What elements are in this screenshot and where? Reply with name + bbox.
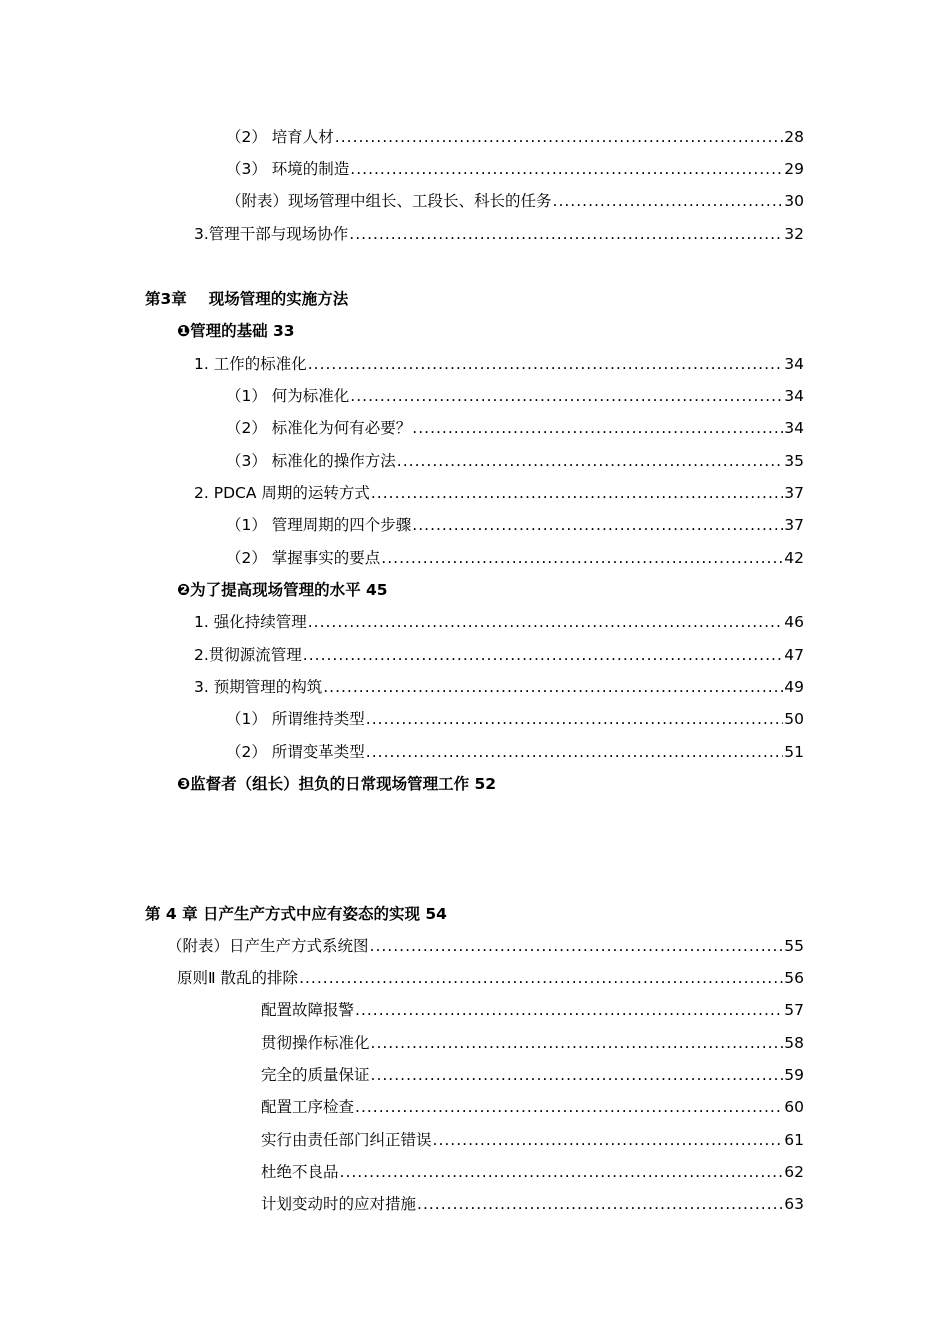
toc-entry[interactable] xyxy=(194,676,804,698)
toc-leader-dots xyxy=(553,190,784,212)
toc-entry-label: （2） 标准化为何有必要？ xyxy=(226,419,412,437)
toc-entry-label: 完全的质量保证 xyxy=(261,1066,370,1084)
toc-entry-label: 2.贯彻源流管理 xyxy=(194,646,302,664)
toc-entry[interactable] xyxy=(261,1032,804,1054)
toc-entry-label: 杜绝不良品 xyxy=(261,1163,339,1181)
toc-entry-page: 63 xyxy=(784,1195,804,1213)
toc-leader-dots xyxy=(299,967,783,989)
toc-entry[interactable] xyxy=(226,741,804,763)
toc-entry[interactable] xyxy=(226,190,804,212)
toc-entry-page: 47 xyxy=(784,646,804,664)
toc-leader-dots xyxy=(417,1193,783,1215)
toc-entry-page: 57 xyxy=(784,1001,804,1019)
chapter-heading xyxy=(145,288,348,310)
toc-entry-label: （附表）现场管理中组长、工段长、科长的任务 xyxy=(226,192,552,210)
toc-entry-page: 50 xyxy=(784,710,804,728)
toc-entry-label: 2. PDCA 周期的运转方式 xyxy=(194,484,370,502)
toc-entry-page: 34 xyxy=(784,387,804,405)
section-heading[interactable]: ❸监督者（组长）担负的日常现场管理工作 52 xyxy=(177,775,497,793)
toc-leader-dots xyxy=(371,1032,784,1054)
toc-entry[interactable] xyxy=(261,1129,804,1151)
section-heading[interactable]: ❷为了提高现场管理的水平 45 xyxy=(177,581,388,599)
toc-entry[interactable] xyxy=(194,611,804,633)
toc-entry-page: 32 xyxy=(784,225,804,243)
toc-entry-label: 1. 工作的标准化 xyxy=(194,355,307,373)
toc-entry[interactable] xyxy=(194,482,804,504)
toc-leader-dots xyxy=(366,741,783,763)
toc-leader-dots xyxy=(323,676,783,698)
toc-leader-dots xyxy=(308,611,784,633)
toc-entry-label: 1. 强化持续管理 xyxy=(194,613,307,631)
toc-entry-label: （3） 标准化的操作方法 xyxy=(226,452,396,470)
toc-entry[interactable] xyxy=(226,417,804,439)
toc-entry-label: 配置工序检查 xyxy=(261,1098,355,1116)
toc-entry-label: 配置故障报警 xyxy=(261,1001,355,1019)
toc-leader-dots xyxy=(366,708,783,730)
toc-entry-label: 计划变动时的应对措施 xyxy=(261,1195,417,1213)
toc-entry-label: 3. 预期管理的构筑 xyxy=(194,678,323,696)
chapter-heading[interactable]: 第 4 章 日产生产方式中应有姿态的实现 54 xyxy=(145,905,447,923)
toc-entry-label: 实行由责任部门纠正错误 xyxy=(261,1131,432,1149)
toc-leader-dots xyxy=(370,935,784,957)
toc-entry-label: （2） 所谓变革类型 xyxy=(226,743,365,761)
toc-entry-page: 58 xyxy=(784,1034,804,1052)
toc-entry-label: 3.管理干部与现场协作 xyxy=(194,225,349,243)
toc-entry[interactable] xyxy=(261,1193,804,1215)
toc-entry-page: 28 xyxy=(784,128,804,146)
toc-leader-dots xyxy=(350,158,783,180)
toc-entry[interactable] xyxy=(261,1161,804,1183)
toc-leader-dots xyxy=(412,417,783,439)
toc-entry[interactable] xyxy=(226,547,804,569)
toc-entry-page: 34 xyxy=(784,355,804,373)
toc-entry-page: 29 xyxy=(784,160,804,178)
toc-entry-label: （附表）日产生产方式系统图 xyxy=(167,937,369,955)
toc-entry[interactable] xyxy=(177,967,804,989)
toc-entry[interactable] xyxy=(261,1096,804,1118)
toc-entry-page: 42 xyxy=(784,549,804,567)
toc-leader-dots xyxy=(355,1096,783,1118)
toc-entry-label: （1） 所谓维持类型 xyxy=(226,710,365,728)
toc-leader-dots xyxy=(412,514,783,536)
toc-entry[interactable] xyxy=(226,708,804,730)
toc-entry-label: （3） 环境的制造 xyxy=(226,160,350,178)
toc-leader-dots xyxy=(381,547,783,569)
toc-leader-dots xyxy=(371,482,783,504)
toc-leader-dots xyxy=(433,1129,784,1151)
toc-entry[interactable] xyxy=(194,223,804,245)
toc-leader-dots xyxy=(397,450,783,472)
toc-leader-dots xyxy=(335,126,783,148)
chapter-title: 现场管理的实施方法 xyxy=(208,290,349,308)
toc-entry-page: 56 xyxy=(784,969,804,987)
toc-entry-page: 59 xyxy=(784,1066,804,1084)
toc-leader-dots xyxy=(303,644,783,666)
toc-leader-dots xyxy=(349,223,783,245)
toc-entry[interactable] xyxy=(226,158,804,180)
toc-leader-dots xyxy=(350,385,783,407)
toc-entry[interactable] xyxy=(261,999,804,1021)
toc-entry-label: 贯彻操作标准化 xyxy=(261,1034,370,1052)
toc-entry-label: （1） 何为标准化 xyxy=(226,387,350,405)
toc-entry-label: （2） 培育人材 xyxy=(226,128,334,146)
toc-entry-page: 60 xyxy=(784,1098,804,1116)
chapter-number: 第3章 xyxy=(145,290,187,308)
toc-leader-dots xyxy=(355,999,783,1021)
toc-leader-dots xyxy=(340,1161,784,1183)
toc-entry-page: 49 xyxy=(784,678,804,696)
toc-entry[interactable] xyxy=(226,385,804,407)
toc-entry[interactable] xyxy=(226,514,804,536)
toc-entry-page: 61 xyxy=(784,1131,804,1149)
section-heading[interactable]: ❶管理的基础 33 xyxy=(177,322,295,340)
toc-leader-dots xyxy=(371,1064,784,1086)
toc-entry-page: 35 xyxy=(784,452,804,470)
toc-entry-page: 55 xyxy=(784,937,804,955)
toc-entry-page: 37 xyxy=(784,516,804,534)
toc-entry-label: 原则Ⅱ 散乱的排除 xyxy=(177,969,299,987)
toc-entry[interactable] xyxy=(261,1064,804,1086)
toc-entry[interactable] xyxy=(194,644,804,666)
toc-entry-page: 51 xyxy=(784,743,804,761)
toc-leader-dots xyxy=(308,353,784,375)
toc-entry-page: 30 xyxy=(784,192,804,210)
toc-entry-label: （1） 管理周期的四个步骤 xyxy=(226,516,412,534)
toc-entry[interactable] xyxy=(226,126,804,148)
toc-entry[interactable] xyxy=(167,935,804,957)
toc-entry-page: 62 xyxy=(784,1163,804,1181)
toc-entry-page: 37 xyxy=(784,484,804,502)
toc-entry[interactable] xyxy=(226,450,804,472)
toc-entry-page: 34 xyxy=(784,419,804,437)
toc-entry-page: 46 xyxy=(784,613,804,631)
toc-entry-label: （2） 掌握事实的要点 xyxy=(226,549,381,567)
toc-entry[interactable] xyxy=(194,353,804,375)
